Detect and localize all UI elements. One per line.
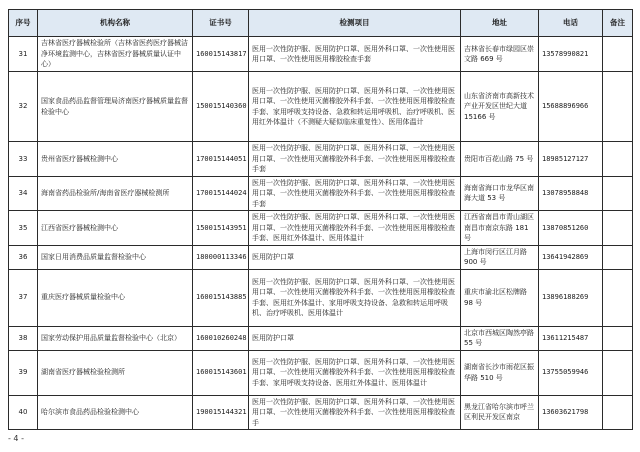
cell-org: 海南省药品检验所/海南省医疗器械检测所 (38, 176, 193, 211)
cell-addr: 贵阳市百花山路 75 号 (461, 142, 539, 177)
cell-note (603, 176, 633, 211)
cell-num: 36 (9, 245, 38, 269)
cell-cert: 160015143885 (193, 269, 249, 326)
cell-tel: 13870851260 (539, 211, 603, 246)
cell-cert: 160010260248 (193, 326, 249, 350)
cell-note (603, 395, 633, 430)
inspection-agency-table (8, 9, 633, 430)
cell-note (603, 211, 633, 246)
cell-addr: 上海市闵行区江月路 900 号 (461, 245, 539, 269)
header-note: 备注 (603, 10, 633, 37)
cell-addr: 黑龙江省哈尔滨市呼兰区利民开发区南京 (461, 395, 539, 430)
cell-org: 吉林省医疗器械检验所（吉林省医药医疗器械洁净环境监测中心，吉林省医疗器械质量认证中心） (38, 37, 193, 72)
table-row (9, 395, 633, 430)
cell-num: 35 (9, 211, 38, 246)
cell-items: 医用一次性防护服、医用防护口罩、医用外科口罩、一次性使用医用口罩、一次性使用灭菌橡胶外科手套、一次性使用医用橡胶检查手套 (249, 142, 461, 177)
cell-num: 32 (9, 72, 38, 142)
cell-items: 医用一次性防护服、医用防护口罩、医用外科口罩、一次性使用医用口罩、一次性使用医用橡胶检查手套 (249, 37, 461, 72)
table-row (9, 269, 633, 326)
cell-addr: 吉林省长春市绿园区崇文路 669 号 (461, 37, 539, 72)
cell-items: 医用防护口罩 (249, 326, 461, 350)
table-row (9, 176, 633, 211)
cell-cert: 190015144321 (193, 395, 249, 430)
cell-items: 医用一次性防护服、医用防护口罩、医用外科口罩、一次性使用医用口罩、一次性使用灭菌橡胶外科手套、一次性使用医用橡胶检查手套、医用红外体温计、家用呼吸支持设备、急救和转运用呼吸机、治疗呼吸机、医用体温计 (249, 269, 461, 326)
header-cert: 证书号 (193, 10, 249, 37)
table-row (9, 326, 633, 350)
cell-tel: 13611215487 (539, 326, 603, 350)
cell-org: 重庆医疗器械质量检验中心 (38, 269, 193, 326)
cell-num: 39 (9, 350, 38, 395)
table-row (9, 350, 633, 395)
cell-addr: 湖南省长沙市雨花区振华路 510 号 (461, 350, 539, 395)
cell-note (603, 37, 633, 72)
page-number: - 4 - (8, 434, 24, 443)
cell-addr: 海南省海口市龙华区南海大道 53 号 (461, 176, 539, 211)
table-row (9, 211, 633, 246)
cell-items: 医用一次性防护服、医用防护口罩、医用外科口罩、一次性使用医用口罩、一次性使用灭菌橡胶外科手套、一次性使用医用橡胶检查手 (249, 395, 461, 430)
table-header-row (9, 10, 633, 37)
cell-tel: 13578990821 (539, 37, 603, 72)
cell-note (603, 269, 633, 326)
cell-num: 38 (9, 326, 38, 350)
cell-org: 国家日用消费品质量监督检验中心 (38, 245, 193, 269)
cell-cert: 160015143601 (193, 350, 249, 395)
cell-cert: 150015140360 (193, 72, 249, 142)
cell-items: 医用一次性防护服、医用防护口罩、医用外科口罩、一次性使用医用口罩、一次性使用灭菌橡胶外科手套、一次性使用医用橡胶检查手套、家用呼吸支持设备、急救和转运用呼吸机、治疗呼吸机、医用红外体温计（不测疑大疑似临床重复性）、医用体温计 (249, 72, 461, 142)
cell-note (603, 326, 633, 350)
cell-tel: 13755059946 (539, 350, 603, 395)
cell-tel: 13603621798 (539, 395, 603, 430)
cell-org: 国家食品药品监督管理局济南医疗器械质量监督检验中心 (38, 72, 193, 142)
cell-org: 湖南省医疗器械检验检测所 (38, 350, 193, 395)
table-row (9, 37, 633, 72)
cell-cert: 170015144051 (193, 142, 249, 177)
header-items: 检测项目 (249, 10, 461, 37)
cell-num: 34 (9, 176, 38, 211)
cell-addr: 江西省南昌市青山湖区南昌市南京东路 181 号 (461, 211, 539, 246)
cell-num: 37 (9, 269, 38, 326)
cell-items: 医用一次性防护服、医用防护口罩、医用外科口罩、一次性使用医用口罩、一次性使用灭菌橡胶外科手套、一次性使用医用橡胶检查手套 (249, 176, 461, 211)
header-org: 机构名称 (38, 10, 193, 37)
cell-num: 33 (9, 142, 38, 177)
cell-note (603, 245, 633, 269)
cell-cert: 160015143817 (193, 37, 249, 72)
cell-tel: 13896188269 (539, 269, 603, 326)
cell-org: 江西省医疗器械检测中心 (38, 211, 193, 246)
cell-cert: 150015143951 (193, 211, 249, 246)
header-addr: 地址 (461, 10, 539, 37)
header-num: 序号 (9, 10, 38, 37)
cell-tel: 13078958848 (539, 176, 603, 211)
cell-org: 哈尔滨市食品药品检验检测中心 (38, 395, 193, 430)
cell-addr: 重庆市渝北区松牌路 98 号 (461, 269, 539, 326)
cell-num: 31 (9, 37, 38, 72)
cell-items: 医用一次性防护服、医用防护口罩、医用外科口罩、一次性使用医用口罩、一次性使用灭菌橡胶外科手套、一次性使用医用橡胶检查手套、家用呼吸支持设备、医用红外体温计、医用体温计 (249, 350, 461, 395)
cell-note (603, 72, 633, 142)
cell-tel: 13641942869 (539, 245, 603, 269)
cell-org: 国家劳动保护用品质量监督检验中心（北京） (38, 326, 193, 350)
cell-cert: 180000113346 (193, 245, 249, 269)
table-row (9, 142, 633, 177)
cell-addr: 北京市西城区陶然亭路 55 号 (461, 326, 539, 350)
cell-note (603, 142, 633, 177)
cell-org: 贵州省医疗器械检测中心 (38, 142, 193, 177)
table-row (9, 245, 633, 269)
cell-num: 40 (9, 395, 38, 430)
table-row (9, 72, 633, 142)
cell-tel: 15688896966 (539, 72, 603, 142)
cell-items: 医用防护口罩 (249, 245, 461, 269)
cell-cert: 170015144024 (193, 176, 249, 211)
cell-items: 医用一次性防护服、医用防护口罩、医用外科口罩、一次性使用医用口罩、一次性使用灭菌橡胶外科手套、一次性使用医用橡胶检查手套、医用红外体温计、医用体温计 (249, 211, 461, 246)
cell-tel: 18985127127 (539, 142, 603, 177)
cell-addr: 山东省济南市高新技术产业开发区世纪大道 15166 号 (461, 72, 539, 142)
header-tel: 电话 (539, 10, 603, 37)
cell-note (603, 350, 633, 395)
